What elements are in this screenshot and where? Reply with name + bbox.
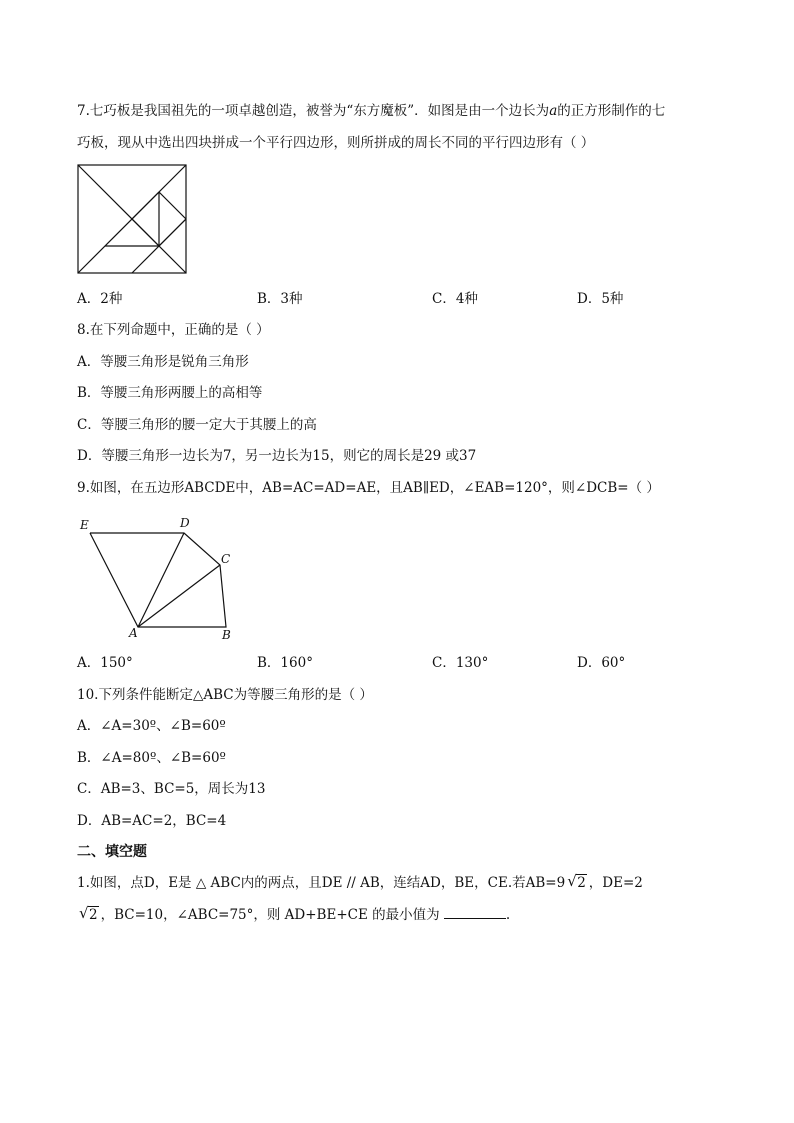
q7-stem-text-suffix: 的正方形制作的七 — [557, 103, 666, 119]
q10-option-a[interactable]: A．∠A=30º、∠B=60º — [77, 718, 226, 734]
q7-option-b[interactable]: B．3种 — [257, 291, 303, 307]
q9-stem: 9.如图，在五边形ABCDE中，AB=AC=AD=AE，且AB∥ED，∠EAB=120°，则∠DCB=（ ） — [77, 480, 660, 496]
q10-option-b[interactable]: B．∠A=80º、∠B=60º — [77, 750, 226, 766]
vertex-label-c: C — [221, 552, 231, 566]
fill1-line1 — [77, 874, 643, 892]
q9-option-c[interactable]: C．130° — [432, 655, 489, 671]
q8-option-d[interactable]: D．等腰三角形一边长为7，另一边长为15，则它的周长是29 或37 — [77, 448, 477, 464]
fill1-text-4: . — [505, 907, 511, 923]
vertex-label-d: D — [180, 516, 190, 530]
fill1-sqrt-a: 2 — [577, 875, 586, 891]
vertex-label-a: A — [129, 626, 138, 640]
answer-blank[interactable] — [444, 905, 506, 919]
fill1-sqrt-b: 2 — [89, 907, 98, 923]
q8-option-a[interactable]: A．等腰三角形是锐角三角形 — [77, 354, 249, 370]
q8-option-b[interactable]: B．等腰三角形两腰上的高相等 — [77, 385, 263, 401]
section-title-fill-in: 二、填空题 — [77, 844, 147, 860]
q7-variable-a: a — [549, 103, 558, 119]
q9-option-b[interactable]: B．160° — [257, 655, 313, 671]
q7-option-c[interactable]: C．4种 — [432, 291, 478, 307]
q7-stem-text: 7.七巧板是我国祖先的一项卓越创造，被誉为“东方魔板”．如图是由一个边长为 — [77, 103, 550, 119]
q7-stem-line1 — [77, 102, 665, 120]
q8-option-c[interactable]: C．等腰三角形的腰一定大于其腰上的高 — [77, 417, 317, 433]
q9-option-a[interactable]: A．150° — [77, 655, 133, 671]
fill1-text-3: ，BC=10，∠ABC=75°，则 AD+BE+CE 的最小值为 — [100, 907, 440, 923]
fill1-text-2: ，DE=2 — [588, 875, 643, 891]
vertex-label-e: E — [80, 518, 89, 532]
q8-stem: 8.在下列命题中，正确的是（ ） — [77, 322, 270, 338]
tangram-figure — [78, 165, 188, 275]
q10-stem: 10.下列条件能断定△ABC为等腰三角形的是（ ） — [77, 687, 373, 703]
q7-stem-line2: 巧板，现从中选出四块拼成一个平行四边形，则所拼成的周长不同的平行四边形有（ ） — [77, 135, 595, 151]
vertex-label-b: B — [222, 628, 231, 642]
q9-option-d[interactable]: D．60° — [577, 655, 626, 671]
fill1-text-1: 1.如图，点D，E是 △ ABC内的两点，且DE // AB，连结AD，BE，CE.若AB=9 — [77, 875, 566, 891]
pentagon-figure — [76, 515, 246, 645]
sqrt-symbol: √ 2 — [79, 904, 98, 923]
q10-option-d[interactable]: D．AB=AC=2，BC=4 — [77, 813, 227, 829]
q7-option-a[interactable]: A．2种 — [77, 291, 123, 307]
q10-option-c[interactable]: C．AB=3、BC=5，周长为13 — [77, 781, 266, 797]
sqrt-symbol: √ 2 — [567, 872, 586, 891]
q7-option-d[interactable]: D．5种 — [577, 291, 624, 307]
fill1-line2 — [77, 905, 510, 924]
